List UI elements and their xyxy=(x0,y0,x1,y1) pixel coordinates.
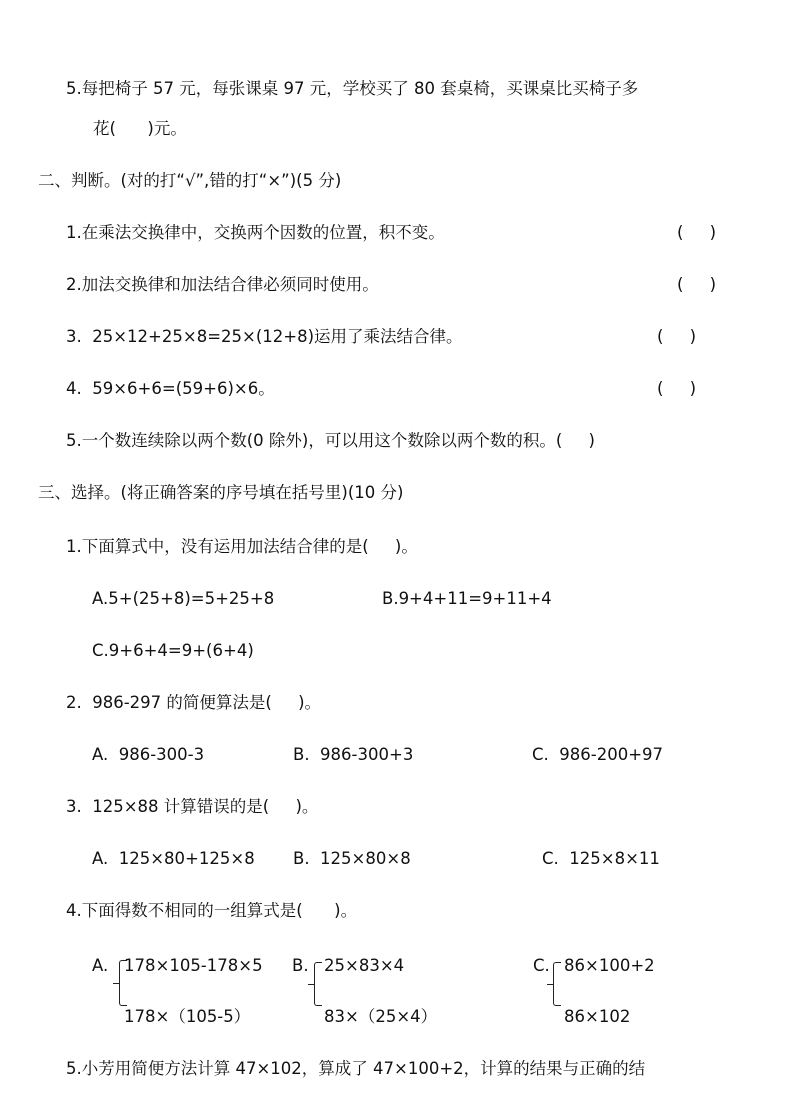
choice-q2-option-a[interactable]: A. 986-300-3 xyxy=(92,745,205,764)
choice-q1-stem: 1.下面算式中，没有运用加法结合律的是( )。 xyxy=(66,537,418,556)
choice-q4-option-a-top: 178×105-178×5 xyxy=(124,956,263,975)
choice-q4-option-c-bottom: 86×102 xyxy=(564,1007,631,1026)
choice-q4-stem: 4.下面得数不相同的一组算式是( )。 xyxy=(66,901,358,920)
section3-heading: 三、选择。(将正确答案的序号填在括号里)(10 分) xyxy=(38,483,404,502)
choice-q4-option-b-label: B. xyxy=(292,956,309,975)
choice-q4-option-c-label: C. xyxy=(533,956,550,975)
choice-q3-option-b[interactable]: B. 125×80×8 xyxy=(293,849,411,868)
judge-answer-2[interactable]: ( ) xyxy=(677,275,717,294)
left-brace-icon xyxy=(553,962,561,1006)
judge-answer-3[interactable]: ( ) xyxy=(657,327,697,346)
question-1-5-line2: 花( )元。 xyxy=(93,119,187,138)
judge-item-4: 4. 59×6+6=(59+6)×6。 xyxy=(66,379,275,398)
judge-item-2: 2.加法交换律和加法结合律必须同时使用。 xyxy=(66,275,379,294)
choice-q3-stem: 3. 125×88 计算错误的是( )。 xyxy=(66,797,319,816)
question-1-5-line1: 5.每把椅子 57 元，每张课桌 97 元，学校买了 80 套桌椅，买课桌比买椅子多 xyxy=(66,79,639,98)
section2-heading: 二、判断。(对的打“√”,错的打“×”)(5 分) xyxy=(38,171,342,190)
choice-q3-option-a[interactable]: A. 125×80+125×8 xyxy=(92,849,255,868)
choice-q4-option-a-label: A. xyxy=(92,956,109,975)
choice-q2-option-b[interactable]: B. 986-300+3 xyxy=(293,745,414,764)
choice-q1-option-c[interactable]: C.9+6+4=9+(6+4) xyxy=(92,641,254,660)
choice-q2-stem: 2. 986-297 的简便算法是( )。 xyxy=(66,693,322,712)
choice-q3-option-c[interactable]: C. 125×8×11 xyxy=(542,849,660,868)
left-brace-icon xyxy=(314,962,322,1006)
judge-item-5: 5.一个数连续除以两个数(0 除外)，可以用这个数除以两个数的积。( ) xyxy=(66,431,595,450)
judge-answer-4[interactable]: ( ) xyxy=(657,379,697,398)
choice-q1-option-a[interactable]: A.5+(25+8)=5+25+8 xyxy=(92,589,275,608)
choice-q4-option-a-bottom: 178×（105-5） xyxy=(124,1007,251,1026)
choice-q4-option-b-bottom: 83×（25×4） xyxy=(324,1007,438,1026)
choice-q5-stem: 5.小芳用简便方法计算 47×102，算成了 47×100+2，计算的结果与正确的结 xyxy=(66,1059,646,1078)
choice-q1-option-b[interactable]: B.9+4+11=9+11+4 xyxy=(382,589,552,608)
judge-answer-1[interactable]: ( ) xyxy=(677,223,717,242)
choice-q2-option-c[interactable]: C. 986-200+97 xyxy=(532,745,664,764)
judge-item-1: 1.在乘法交换律中，交换两个因数的位置，积不变。 xyxy=(66,223,445,242)
choice-q4-option-b-top: 25×83×4 xyxy=(324,956,405,975)
judge-item-3: 3. 25×12+25×8=25×(12+8)运用了乘法结合律。 xyxy=(66,327,463,346)
choice-q4-option-c-top: 86×100+2 xyxy=(564,956,655,975)
